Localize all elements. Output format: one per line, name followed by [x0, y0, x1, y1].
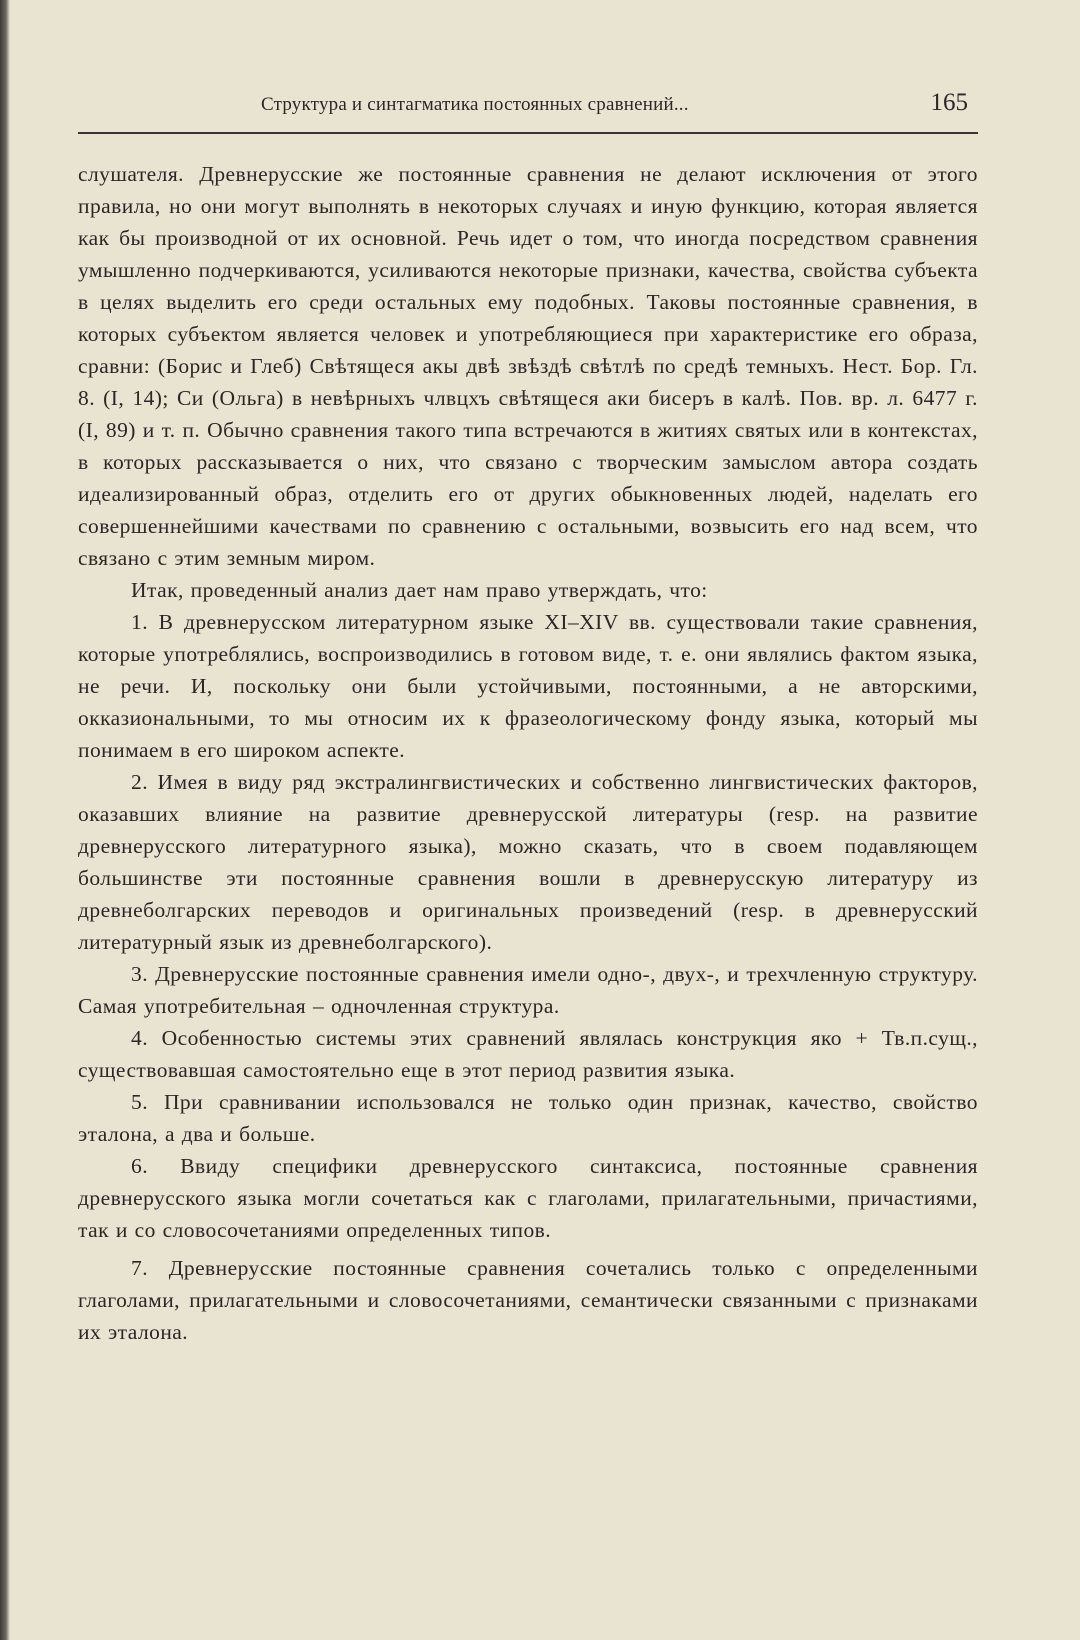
paragraph-point-5: 5. При сравнивании использовался не только один признак, качество, свойство эталона, а два и больше. — [78, 1090, 978, 1146]
paragraph-point-7: 7. Древнерусские постоянные сравнения сочетались только с определенными глаголами, прилагательными и словосочетаниями, семантически связанными с признаками их эталона. — [78, 1256, 978, 1344]
book-page — [78, 88, 978, 1348]
paragraph-point-1: 1. В древнерусском литературном языке XI–XIV вв. существовали такие сравнения, которые употреблялись, воспроизводились в готовом виде, т. е. они являлись фактом языка, не речи. И, поскольку они были устойчивыми, постоянными, а не авторскими, окказиональными, то мы относим их к фразеологическому фонду языка, который мы понимаем в его широком аспекте. — [78, 610, 978, 762]
body-text — [78, 158, 978, 1348]
paragraph-point-4: 4. Особенностью системы этих сравнений являлась конструкция яко + Тв.п.сущ., существовавшая самостоятельно еще в этот период развития языка. — [78, 1026, 978, 1082]
book-spine-shadow — [0, 0, 10, 1640]
paragraph-point-2: 2. Имея в виду ряд экстралингвистических и собственно лингвистических факторов, оказавших влияние на развитие древнерусской литературы (resp. на развитие древнерусского литературного языка), можно сказать, что в своем подавляющем большинстве эти постоянные сравнения вошли в древнерусскую литературу из древнеболгарских переводов и оригинальных произведений (resp. в древнерусский литературный язык из древнеболгарского). — [78, 770, 978, 954]
paragraph-continuation: слушателя. Древнерусские же постоянные сравнения не делают исключения от этого правила, но они могут выполнять в некоторых случаях и иную функцию, которая является как бы производной от их основной. Речь идет о том, что иногда посредством сравнения умышленно подчеркиваются, усиливаются некоторые признаки, качества, свойства субъекта в целях выделить его среди остальных ему подобных. Таковы постоянные сравнения, в которых субъектом является человек и употребляющиеся при характеристике его образа, сравни: (Борис и Глеб) Свѣтящеся акы двѣ звѣздѣ свѣтлѣ по средѣ темныхъ. Нест. Бор. Гл. 8. (I, 14); Си (Ольга) в невѣрныхъ члвцхъ свѣтящеся аки бисеръ в калѣ. Пов. вр. л. 6477 г. (I, 89) и т. п. Обычно сравнения такого типа встречаются в житиях святых или в контекстах, в которых рассказывается о них, что связано с творческим замыслом автора создать идеализированный образ, отделить его от других обыкновенных людей, наделать его совершеннейшими качествами по сравнению с остальными, возвысить его над всем, что связано с этим земным миром. — [78, 162, 978, 570]
running-title: Структура и синтагматика постоянных сравнений... — [261, 94, 689, 115]
page-number: 165 — [930, 89, 968, 116]
paragraph-conclusion-intro: Итак, проведенный анализ дает нам право утверждать, что: — [131, 578, 708, 602]
running-head — [78, 88, 978, 134]
paragraph-point-6: 6. Ввиду специфики древнерусского синтаксиса, постоянные сравнения древнерусского языка могли сочетаться как с глаголами, прилагательными, причастиями, так и со словосочетаниями определенных типов. — [78, 1154, 978, 1242]
paragraph-point-3: 3. Древнерусские постоянные сравнения имели одно-, двух-, и трехчленную структуру. Самая употребительная – одночленная структура. — [78, 962, 978, 1018]
